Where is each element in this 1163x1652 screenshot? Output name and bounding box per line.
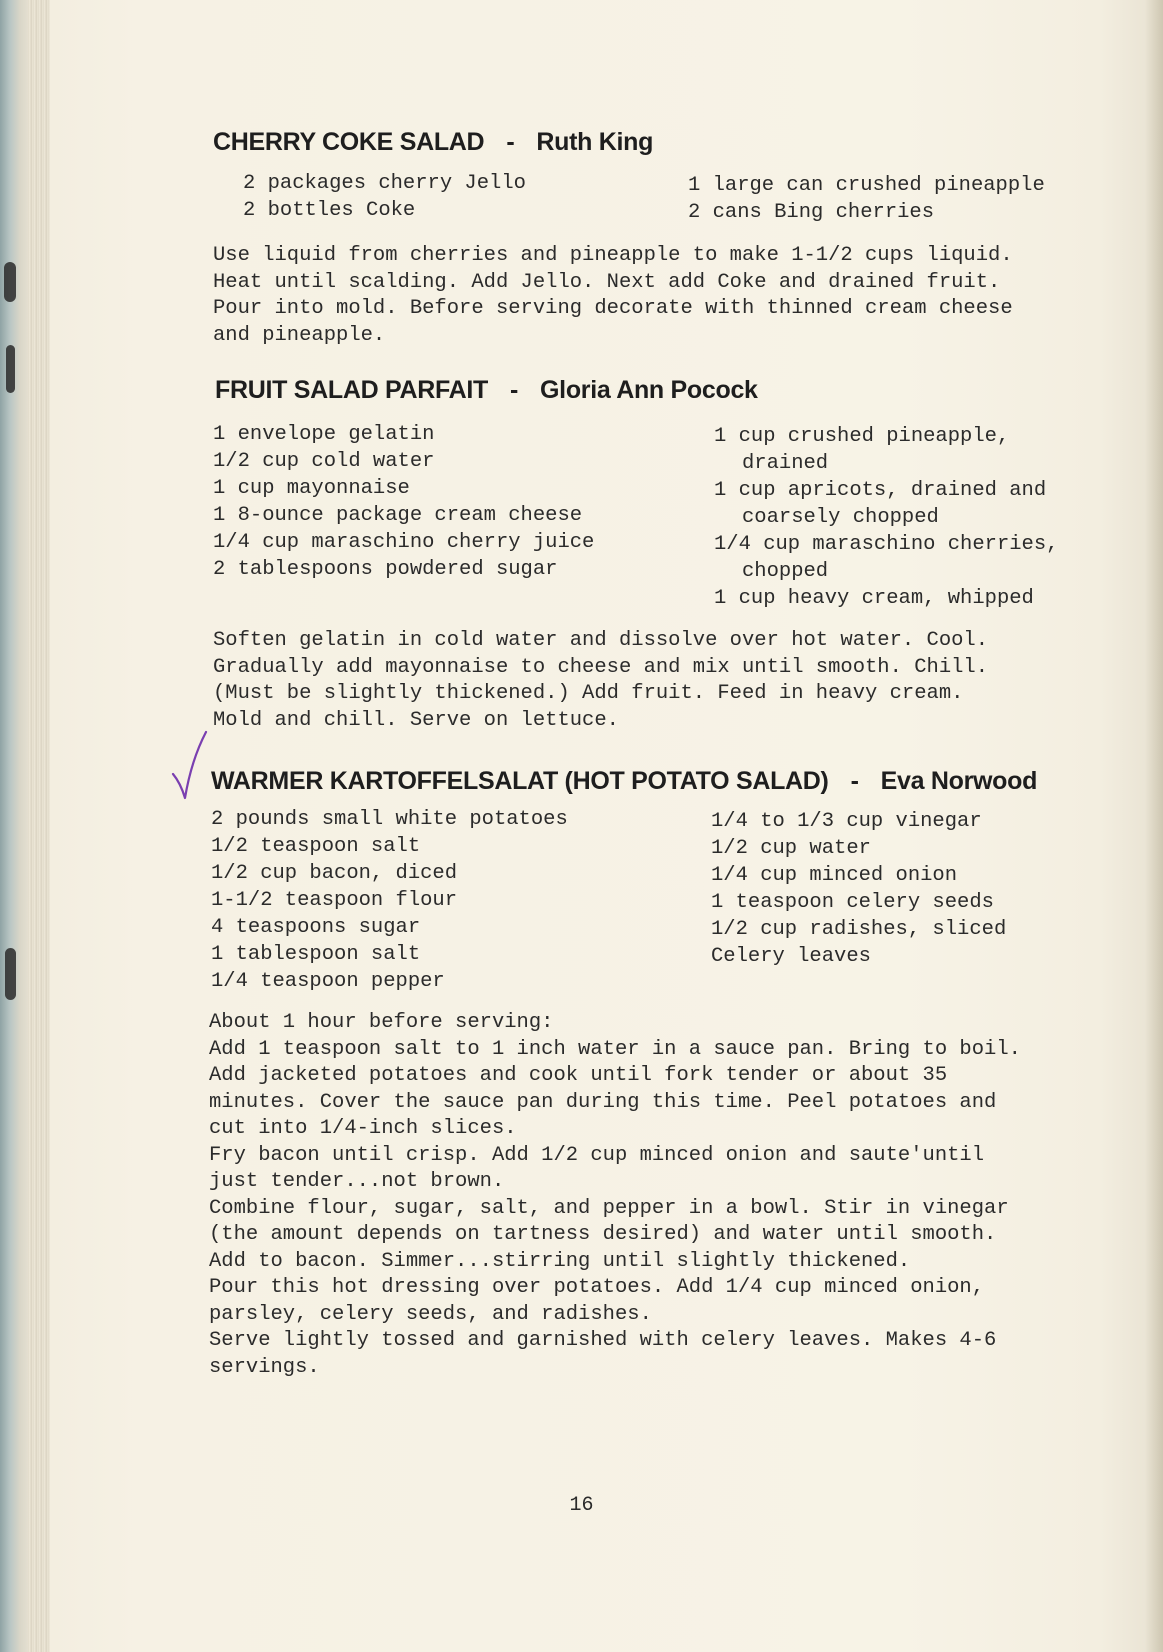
recipe-author: Eva Norwood xyxy=(880,767,1038,795)
ingredient-item: 1 large can crushed pineapple xyxy=(688,174,1045,197)
heading-separator: - xyxy=(506,128,515,156)
recipe-directions xyxy=(213,628,988,734)
recipe-title: FRUIT SALAD PARFAIT xyxy=(215,376,488,404)
recipe-heading xyxy=(211,767,1037,796)
heading-separator: - xyxy=(510,376,519,404)
ingredient-item: 1 envelope gelatin xyxy=(213,423,435,446)
direction-line: Pour this hot dressing over potatoes. Add 1/4 cup minced onion, xyxy=(209,1276,985,1299)
direction-line: (the amount depends on tartness desired) and water until smooth. xyxy=(209,1223,997,1246)
direction-line: just tender...not brown. xyxy=(209,1170,505,1193)
direction-line: minutes. Cover the sauce pan during this time. Peel potatoes and xyxy=(209,1090,997,1114)
direction-line: Gradually add mayonnaise to cheese and mix until smooth. Chill. xyxy=(213,655,989,679)
direction-line: Fry bacon until crisp. Add 1/2 cup minced onion and saute'until xyxy=(209,1143,985,1167)
ingredients-left xyxy=(211,806,568,995)
recipe-title: CHERRY COKE SALAD xyxy=(213,128,485,156)
direction-line: Soften gelatin in cold water and dissolve over hot water. Cool. xyxy=(213,629,989,652)
direction-line: Combine flour, sugar, salt, and pepper in a bowl. Stir in vinegar xyxy=(209,1196,1009,1220)
ingredient-item: drained xyxy=(742,452,829,475)
ingredient-item: 1 cup mayonnaise xyxy=(213,477,410,500)
recipe-author: Ruth King xyxy=(536,128,654,156)
direction-line: parsley, celery seeds, and radishes. xyxy=(209,1302,652,1326)
ingredient-item: 2 tablespoons powdered sugar xyxy=(213,558,558,581)
ingredient-item: 1/4 cup minced onion xyxy=(711,864,958,887)
ingredient-item: 1 8-ounce package cream cheese xyxy=(213,504,583,527)
direction-line: Add jacketed potatoes and cook until fork tender or about 35 xyxy=(209,1064,948,1087)
ingredient-item: 1 tablespoon salt xyxy=(211,943,421,966)
ingredient-item: 1-1/2 teaspoon flour xyxy=(211,889,458,912)
direction-line: Serve lightly tossed and garnished with celery leaves. Makes 4-6 xyxy=(209,1329,997,1352)
ingredient-item: 2 packages cherry Jello xyxy=(243,172,526,195)
ingredient-item: 1 cup crushed pineapple, xyxy=(714,425,1010,448)
direction-line: Use liquid from cherries and pineapple to make 1-1/2 cups liquid. xyxy=(213,244,1013,267)
ingredients-right xyxy=(711,808,1006,970)
direction-line: Add to bacon. Simmer...stirring until slightly thickened. xyxy=(209,1249,911,1273)
direction-line: and pineapple. xyxy=(213,323,386,347)
ingredient-item: Celery leaves xyxy=(711,945,871,968)
recipe-directions xyxy=(209,1010,1021,1381)
page-number: 16 xyxy=(569,1494,594,1517)
handwritten-checkmark-icon xyxy=(170,730,210,800)
direction-line: Add 1 teaspoon salt to 1 inch water in a sauce pan. Bring to boil. xyxy=(209,1037,1021,1061)
direction-line: Mold and chill. Serve on lettuce. xyxy=(213,708,619,732)
ingredient-item: 1/2 cup bacon, diced xyxy=(211,862,458,885)
direction-line: (Must be slightly thickened.) Add fruit. Feed in heavy cream. xyxy=(213,682,964,705)
ingredient-item: 2 pounds small white potatoes xyxy=(211,808,568,831)
ingredient-item: 1 cup heavy cream, whipped xyxy=(714,587,1034,610)
ingredients-right xyxy=(714,423,1058,612)
direction-line: Pour into mold. Before serving decorate with thinned cream cheese xyxy=(213,297,1013,320)
ingredient-item: 1/4 cup maraschino cherries, xyxy=(714,533,1059,556)
ingredients-left xyxy=(213,421,594,583)
ingredient-item: 1 teaspoon celery seeds xyxy=(711,891,994,914)
recipe-heading xyxy=(215,376,758,405)
ingredients-left xyxy=(243,170,526,224)
ingredient-item: 1/4 to 1/3 cup vinegar xyxy=(711,810,982,833)
recipe-author: Gloria Ann Pocock xyxy=(540,376,758,404)
ingredient-item: 2 cans Bing cherries xyxy=(688,201,935,224)
direction-line: cut into 1/4-inch slices. xyxy=(209,1117,517,1140)
recipe-heading xyxy=(213,128,653,157)
ingredient-item: 1/2 cup radishes, sliced xyxy=(711,918,1007,941)
ingredient-item: 1/2 cup cold water xyxy=(213,450,435,473)
direction-line: About 1 hour before serving: xyxy=(209,1011,554,1034)
ingredient-item: 4 teaspoons sugar xyxy=(211,916,421,939)
ingredient-item: chopped xyxy=(742,560,829,583)
ingredient-item: 1/4 teaspoon pepper xyxy=(211,970,445,993)
ingredient-item: coarsely chopped xyxy=(742,506,939,529)
ingredient-item: 1/2 teaspoon salt xyxy=(211,835,421,858)
direction-line: servings. xyxy=(209,1355,320,1379)
direction-line: Heat until scalding. Add Jello. Next add Coke and drained fruit. xyxy=(213,270,1001,294)
recipe-title: WARMER KARTOFFELSALAT (HOT POTATO SALAD) xyxy=(211,767,829,795)
recipe-directions xyxy=(213,243,1013,349)
ingredient-item: 2 bottles Coke xyxy=(243,199,416,222)
ingredient-item: 1/4 cup maraschino cherry juice xyxy=(213,531,595,554)
ingredient-item: 1 cup apricots, drained and xyxy=(714,479,1047,502)
ingredient-item: 1/2 cup water xyxy=(711,837,871,860)
ingredients-right xyxy=(688,172,1045,226)
heading-separator: - xyxy=(850,767,859,795)
